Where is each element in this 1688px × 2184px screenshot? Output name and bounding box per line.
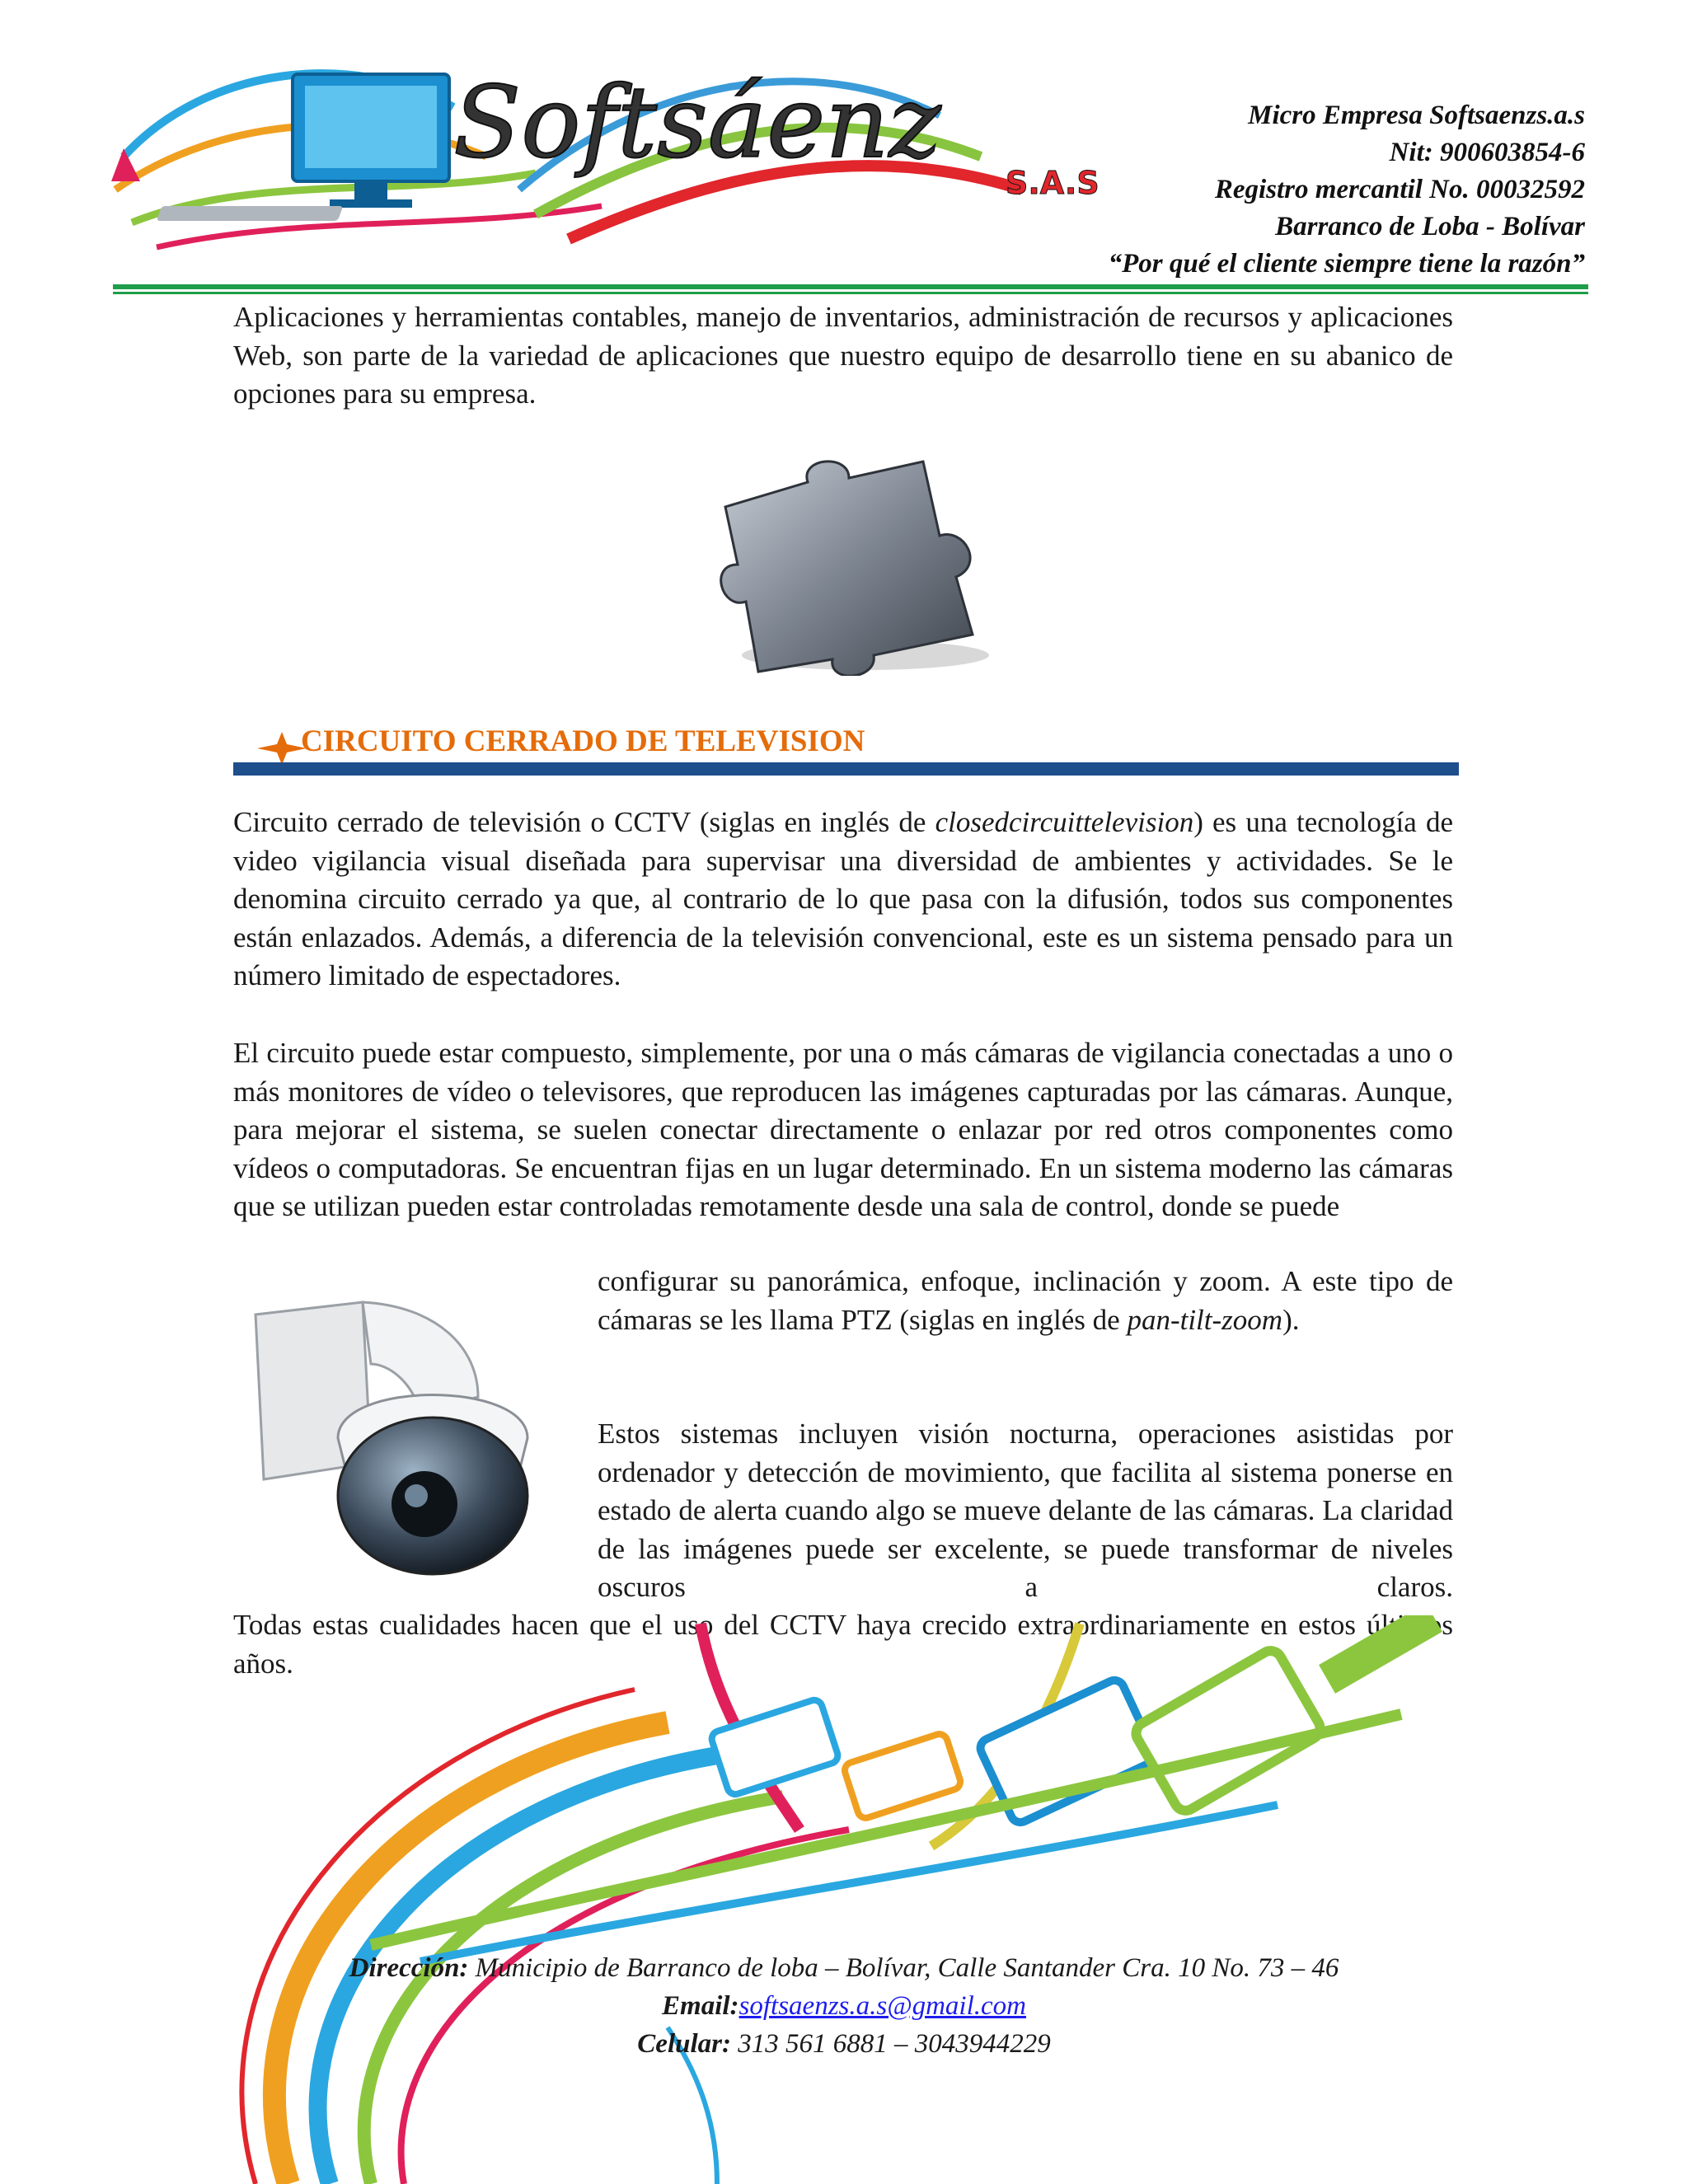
company-slogan: “Por qué el cliente siempre tiene la razón”	[1108, 249, 1585, 279]
company-nit: Nit: 900603854-6	[1389, 138, 1585, 167]
star-bullet-icon	[257, 732, 307, 765]
footer-phone: Celular: 313 561 6881 – 3043944229	[637, 2029, 1051, 2059]
footer-cables-art	[206, 1615, 1492, 2184]
cctv-paragraph-2-continued: configurar su panorámica, enfoque, inclinación y zoom. A este tipo de cámaras se les llama PTZ (siglas en inglés de pan-tilt-zoom).	[598, 1265, 1453, 1336]
section-title: CIRCUITO CERRADO DE TELEVISION	[301, 724, 865, 758]
company-name: Micro Empresa Softsaenzs.a.s	[1248, 101, 1585, 130]
arrow-icon	[111, 148, 140, 181]
header-logo-art	[107, 16, 1129, 297]
cctv-paragraph-2: El circuito puede estar compuesto, simplemente, por una o más cámaras de vigilancia conectadas a uno o más monitores de vídeo o televisores, que reproducen las imágenes capturadas por las cámaras. Aunque, para mejorar el sistema, se suelen conectar directamente o enlazar por red otros componentes como vídeos o computadoras. Se encuentran fijas en un lugar determinado. En un sistema moderno las cámaras que se utilizan pueden estar controladas remotamente desde una sala de control, donde se puede	[233, 1037, 1453, 1222]
header-company-info	[1008, 97, 1585, 283]
footer-email: Email:softsaenzs.a.s@gmail.com	[662, 1991, 1026, 2021]
ptz-camera-image	[247, 1298, 577, 1595]
company-registro: Registro mercantil No. 00032592	[1214, 175, 1585, 204]
section-divider	[233, 762, 1459, 776]
logo-text: Softsáenz	[453, 66, 941, 180]
footer-address: Dirección: Municipio de Barranco de loba – Bolívar, Calle Santander Cra. 10 No. 73 – 46	[349, 1953, 1339, 1983]
intro-paragraph: Aplicaciones y herramientas contables, manejo de inventarios, administración de recursos y aplicaciones Web, son parte de la variedad de aplicaciones que nuestro equipo de desarrollo tiene en su abanico de opciones para su empresa.	[233, 301, 1453, 410]
email-link[interactable]: softsaenzs.a.s@gmail.com	[738, 1991, 1026, 2021]
logo-subtext: S.A.S	[1006, 165, 1100, 201]
cctv-paragraph-1: Circuito cerrado de televisión o CCTV (siglas en inglés de closedcircuittelevision) es una tecnología de video vigilancia visual diseñada para supervisar una diversidad de ambientes y actividades. Se le denomina circuito cerrado ya que, al contrario de lo que pasa con la difusión, todos sus componentes están enlazados. Además, a diferencia de la televisión convencional, este es un sistema pensado para un número limitado de espectadores.	[233, 806, 1453, 991]
cctv-paragraph-3-tail: Todas estas cualidades hacen que el uso del CCTV haya crecido extraordinariamente en estos últimos años.	[233, 1609, 1453, 1680]
cctv-paragraph-3: Estos sistemas incluyen visión nocturna, operaciones asistidas por ordenador y detección de movimiento, que facilita al sistema ponerse en estado de alerta cuando algo se mueve delante de las cámaras. La claridad de las imágenes puede ser excelente, se puede transformar de niveles oscuros a claros.	[598, 1418, 1453, 1603]
company-location: Barranco de Loba - Bolívar	[1275, 212, 1585, 241]
puzzle-piece-image	[709, 457, 997, 676]
header-divider	[113, 284, 1588, 296]
